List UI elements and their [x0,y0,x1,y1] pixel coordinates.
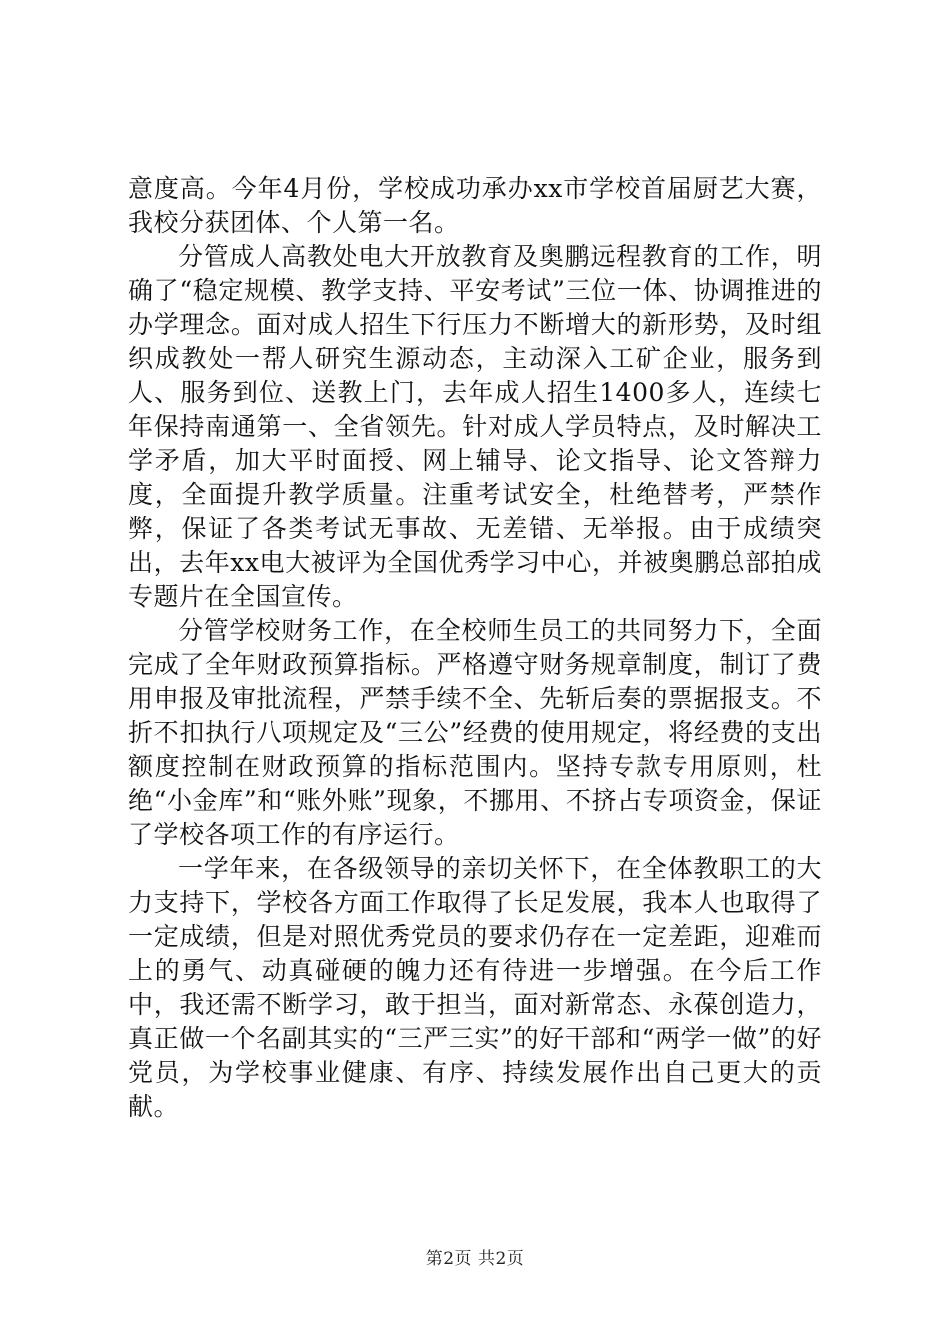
paragraph-continuation: 意度高。今年4月份，学校成功承办xx市学校首届厨艺大赛，我校分获团体、个人第一名。 [128,174,822,237]
document-body [128,172,822,1124]
paragraph-conclusion: 一学年来，在各级领导的亲切关怀下，在全体教职工的大力支持下，学校各方面工作取得了长足发展，我本人也取得了一定成绩，但是对照优秀党员的要求仍存在一定差距，迎难而上的勇气、动真碰硬的魄力还有待进一步增强。在今后工作中，我还需不断学习，敢于担当，面对新常态、永葆创造力，真正做一个名副其实的“三严三实”的好干部和“两学一做”的好党员，为学校事业健康、有序、持续发展作出自己更大的贡献。 [128,854,822,1121]
paragraph-adult-education: 分管成人高教处电大开放教育及奥鹏远程教育的工作，明确了“稳定规模、教学支持、平安考试”三位一体、协调推进的办学理念。面对成人招生下行压力不断增大的新形势，及时组织成教处一帮人研究生源动态，主动深入工矿企业，服务到人、服务到位、送教上门，去年成人招生1400多人，连续七年保持南通第一、全省领先。针对成人学员特点，及时解决工学矛盾，加大平时面授、网上辅导、论文指导、论文答辩力度，全面提升教学质量。注重考试安全，杜绝替考，严禁作弊，保证了各类考试无事故、无差错、无举报。由于成绩突出，去年xx电大被评为全国优秀学习中心，并被奥鹏总部拍成专题片在全国宣传。 [128,242,822,611]
page-number-footer: 第2页 共2页 [425,1249,525,1269]
paragraph-finance: 分管学校财务工作，在全校师生员工的共同努力下，全面完成了全年财政预算指标。严格遵守财务规章制度，制订了费用申报及审批流程，严禁手续不全、先斩后奏的票据报支。不折不扣执行八项规定及“三公”经费的使用规定，将经费的支出额度控制在财政预算的指标范围内。坚持专款专用原则，杜绝“小金库”和“账外账”现象，不挪用、不挤占专项资金，保证了学校各项工作的有序运行。 [128,616,822,849]
